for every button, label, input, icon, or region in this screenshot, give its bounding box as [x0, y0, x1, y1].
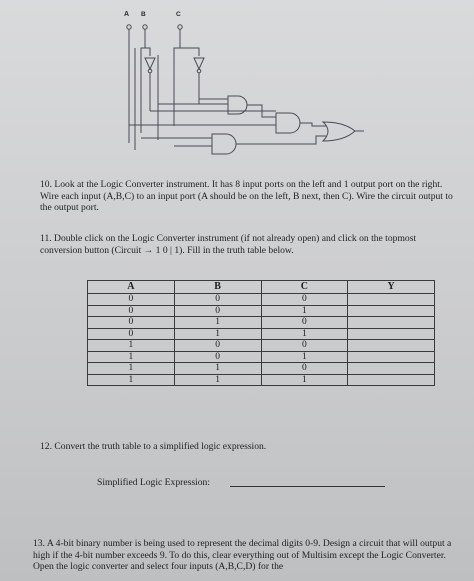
or-gate: [323, 122, 355, 141]
logic-circuit-diagram: [0, 0, 474, 170]
question-11-text: 11. Double click on the Logic Converter instrument (if not already open) and click on the topmost conversion button (Circuit → 1 0 | 1). Fill in the truth table below.: [40, 233, 417, 256]
cell-b: 1: [174, 328, 261, 340]
cell-c: 0: [261, 294, 348, 306]
cell-a: 1: [88, 351, 175, 363]
cell-y[interactable]: [348, 305, 435, 317]
cell-a: 1: [88, 340, 175, 352]
header-b: B: [174, 281, 261, 294]
table-row: [88, 363, 435, 375]
input-a-terminal: [127, 25, 131, 29]
cell-b: 1: [174, 363, 261, 375]
input-label-c: C: [176, 11, 181, 18]
cell-c: 0: [261, 340, 348, 352]
table-row: [88, 317, 435, 329]
question-10-text: 10. Look at the Logic Converter instrument. It has 8 input ports on the left and 1 output port on the right. Wire each input (A,B,C) to an input port (A should be on the left, B next, then C). Wire the circuit output to the output port.: [40, 179, 453, 213]
cell-b: 0: [174, 305, 261, 317]
table-row: [88, 351, 435, 363]
not-gate-b: [145, 58, 155, 69]
table-row: [88, 305, 435, 317]
cell-a: 0: [88, 317, 175, 329]
cell-a: 0: [88, 294, 175, 306]
table-row: [88, 374, 435, 386]
cell-y[interactable]: [348, 317, 435, 329]
header-c: C: [261, 281, 348, 294]
truth-table-header-row: [88, 281, 435, 294]
simplified-expression-answer-line[interactable]: [230, 486, 385, 487]
cell-c: 1: [261, 374, 348, 386]
table-row: [88, 340, 435, 352]
header-a: A: [88, 281, 175, 294]
input-label-b: B: [141, 11, 146, 18]
cell-b: 0: [174, 294, 261, 306]
header-y: Y: [348, 281, 435, 294]
cell-c: 1: [261, 351, 348, 363]
cell-c: 0: [261, 317, 348, 329]
simplified-expression-label: Simplified Logic Expression:: [97, 477, 210, 488]
truth-table: [87, 280, 435, 386]
and-gate-2: [276, 113, 300, 133]
not-gate-c: [194, 58, 204, 69]
cell-y[interactable]: [348, 340, 435, 352]
input-label-a: A: [124, 11, 130, 18]
cell-c: 0: [261, 363, 348, 375]
cell-y[interactable]: [348, 328, 435, 340]
cell-b: 1: [174, 374, 261, 386]
question-13-text: 13. A 4-bit binary number is being used to represent the decimal digits 0-9. Design a circuit that will output a high if the 4-bit number exceeds 9. To do this, clear everything out of Multisim except the Logic Converter. Open the logic converter and select four inputs (A,B,C,D) for the: [33, 538, 452, 572]
cell-y[interactable]: [348, 363, 435, 375]
cell-y[interactable]: [348, 294, 435, 306]
cell-y[interactable]: [348, 374, 435, 386]
cell-a: 0: [88, 305, 175, 317]
and-gate-3: [212, 134, 236, 154]
table-row: [88, 294, 435, 306]
cell-b: 0: [174, 351, 261, 363]
input-b-terminal: [143, 25, 147, 29]
cell-c: 1: [261, 305, 348, 317]
table-row: [88, 328, 435, 340]
input-c-terminal: [178, 25, 182, 29]
cell-b: 0: [174, 340, 261, 352]
cell-c: 1: [261, 328, 348, 340]
cell-a: 0: [88, 328, 175, 340]
question-12-text: 12. Convert the truth table to a simplified logic expression.: [40, 441, 267, 452]
cell-a: 1: [88, 363, 175, 375]
cell-a: 1: [88, 374, 175, 386]
cell-b: 1: [174, 317, 261, 329]
cell-y[interactable]: [348, 351, 435, 363]
